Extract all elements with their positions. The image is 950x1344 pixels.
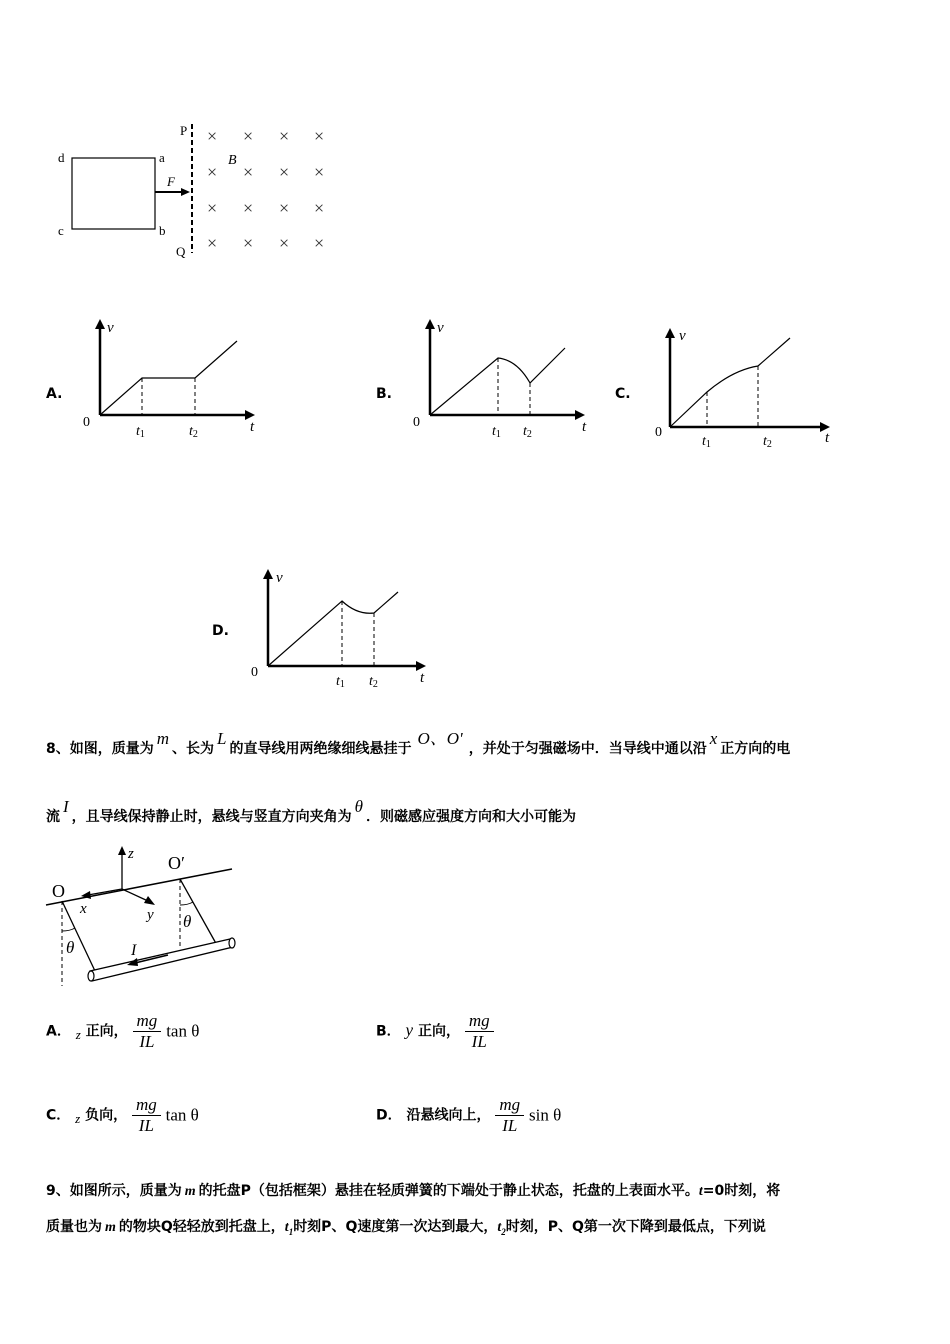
field-cross: × <box>207 198 218 218</box>
angle-arc-right <box>180 902 193 905</box>
origin-label: 0 <box>655 425 662 440</box>
q8-option-c[interactable] <box>46 1095 199 1136</box>
wire-rod-end <box>229 938 235 948</box>
vt-curve-c <box>670 338 790 427</box>
field-crosses <box>207 126 324 253</box>
q8-symbol-x: x <box>709 729 718 748</box>
field-cross: × <box>279 126 290 146</box>
q9-text: 9、如图所示，质量为 <box>46 1183 182 1199</box>
field-cross: × <box>314 162 325 182</box>
axis-t-label: t <box>582 419 587 435</box>
loop-rectangle <box>72 158 155 229</box>
label-b: B <box>228 153 237 168</box>
field-cross: × <box>314 233 325 253</box>
q8-text: ．则磁感应强度方向和大小可能为 <box>366 809 577 825</box>
support-line <box>46 869 232 905</box>
field-cross: × <box>207 162 218 182</box>
axis-t-label: t <box>250 419 255 435</box>
corner-b: b <box>159 223 166 238</box>
tick-t1: t1 <box>136 424 145 440</box>
q9-text: 时刻P、Q速度第一次达到最大， <box>293 1219 498 1235</box>
tick-t2: t2 <box>763 434 772 450</box>
graph-option-c-label: C. <box>615 386 631 402</box>
q8-text: ，并处于匀强磁场中．当导线中通以沿 <box>468 741 707 757</box>
q8-symbol-l: L <box>217 729 227 748</box>
option-axis: y <box>405 1020 414 1040</box>
field-cross: × <box>207 233 218 253</box>
option-direction: 正向， <box>417 1023 460 1040</box>
origin-label: 0 <box>83 415 90 430</box>
field-cross: × <box>243 162 254 182</box>
string-left <box>62 901 95 971</box>
trig-term: tan θ <box>165 1105 199 1125</box>
q9-symbol-t1: $t_1$ <box>284 1220 294 1237</box>
trig-term: sin θ <box>529 1105 562 1125</box>
field-cross: × <box>243 126 254 146</box>
axis-v-label: v <box>276 570 283 586</box>
loop-field-figure <box>50 118 350 263</box>
tick-t2: t2 <box>523 424 532 440</box>
fraction-mg-il: $\frac{mg}{IL}$ <box>132 1095 161 1136</box>
q8-text: ，且导线保持静止时，悬线与竖直方向夹角为 <box>71 809 352 825</box>
trig-term: tan θ <box>166 1021 200 1041</box>
q8-text: 的直导线用两绝缘细线悬挂于 <box>229 741 412 757</box>
option-axis: z <box>75 1110 81 1126</box>
axis-y <box>122 889 148 901</box>
label-z: z <box>128 846 134 862</box>
q9-symbol-t: t <box>698 1184 703 1199</box>
q9-text: =0时刻，将 <box>702 1183 781 1199</box>
q8-text: 正方向的电 <box>720 741 791 757</box>
tick-t2: t2 <box>369 674 378 690</box>
q9-symbol-m: m <box>105 1220 116 1235</box>
field-cross: × <box>243 233 254 253</box>
option-direction: 负向， <box>85 1107 128 1124</box>
wire-rod-end <box>88 971 94 981</box>
q8-line-2 <box>46 797 577 826</box>
label-theta-right: θ <box>183 912 192 931</box>
vt-graph-a <box>75 315 275 440</box>
label-theta-left: θ <box>66 938 75 957</box>
origin-label: 0 <box>251 665 258 680</box>
q8-option-a[interactable] <box>46 1011 199 1052</box>
q9-text: 的物块Q轻轻放到托盘上， <box>118 1219 285 1235</box>
field-cross: × <box>279 162 290 182</box>
corner-c: c <box>58 223 64 238</box>
axis-v-label: v <box>107 320 114 336</box>
label-y: y <box>147 907 154 923</box>
corner-d: d <box>58 150 65 165</box>
axis-v-label: v <box>679 328 686 344</box>
label-q: Q <box>176 244 186 259</box>
option-letter: A． <box>46 1023 71 1040</box>
option-letter: C． <box>46 1107 71 1124</box>
label-p: P <box>180 123 188 138</box>
suspended-wire-figure <box>40 843 245 993</box>
q9-line-1 <box>46 1180 780 1200</box>
vt-graph-b <box>405 315 605 440</box>
option-letter: B． <box>376 1023 401 1040</box>
graph-option-d-label: D. <box>212 623 229 639</box>
q8-symbol-i: I <box>63 797 69 816</box>
q8-symbol-oo: O、O' <box>417 729 463 748</box>
corner-a: a <box>159 150 165 165</box>
q9-text: 时刻，P、Q第一次下降到最低点，下列说 <box>505 1219 766 1235</box>
option-letter: D． <box>376 1107 402 1124</box>
label-x: x <box>80 901 87 917</box>
label-o: O <box>52 881 65 901</box>
graph-option-b-label: B. <box>376 386 392 402</box>
field-cross: × <box>279 198 290 218</box>
field-cross: × <box>243 198 254 218</box>
angle-arc-left <box>62 928 75 931</box>
vt-curve-d <box>268 592 398 666</box>
option-direction: 正向， <box>85 1023 128 1040</box>
q8-option-b[interactable] <box>376 1011 494 1052</box>
q9-text: 的托盘P（包括框架）悬挂在轻质弹簧的下端处于静止状态，托盘的上表面水平。 <box>198 1183 699 1199</box>
q8-symbol-theta: θ <box>354 797 364 816</box>
q8-text: 流 <box>46 809 60 825</box>
tick-t1: t1 <box>702 434 711 450</box>
q8-text: 8、如图，质量为 <box>46 741 154 757</box>
option-axis: z <box>75 1026 81 1042</box>
q8-symbol-m: m <box>156 729 170 748</box>
field-cross: × <box>279 233 290 253</box>
axis-t-label: t <box>825 430 830 446</box>
field-cross: × <box>314 198 325 218</box>
origin-label: 0 <box>413 415 420 430</box>
tick-t1: t1 <box>492 424 501 440</box>
q9-text: 质量也为 <box>46 1219 102 1235</box>
q9-line-2 <box>46 1216 766 1237</box>
force-arrowhead <box>181 188 190 196</box>
vt-graph-d <box>245 563 445 691</box>
field-cross: × <box>207 126 218 146</box>
vt-graph-c <box>645 322 845 450</box>
wire-rod <box>90 939 233 981</box>
label-f: F <box>167 174 175 189</box>
q8-line-1 <box>46 729 791 758</box>
axis-v-label: v <box>437 320 444 336</box>
fraction-mg-il: $\frac{mg}{IL}$ <box>495 1095 524 1136</box>
q9-symbol-m: m <box>184 1184 196 1199</box>
fraction-mg-il: $\frac{mg}{IL}$ <box>133 1011 162 1052</box>
field-cross: × <box>314 126 325 146</box>
axis-t-label: t <box>420 670 425 686</box>
label-o-prime: O′ <box>168 853 185 873</box>
tick-t1: t1 <box>336 674 345 690</box>
vt-curve-a <box>100 341 237 415</box>
label-current-i: I <box>131 942 137 959</box>
tick-t2: t2 <box>189 424 198 440</box>
fraction-mg-il: $\frac{mg}{IL}$ <box>465 1011 494 1052</box>
q8-option-d[interactable] <box>376 1095 561 1136</box>
q8-text: 、长为 <box>172 741 215 757</box>
graph-option-a-label: A. <box>46 386 63 402</box>
option-direction: 沿悬线向上， <box>406 1107 491 1124</box>
q9-symbol-t2: $t_2$ <box>497 1220 506 1237</box>
